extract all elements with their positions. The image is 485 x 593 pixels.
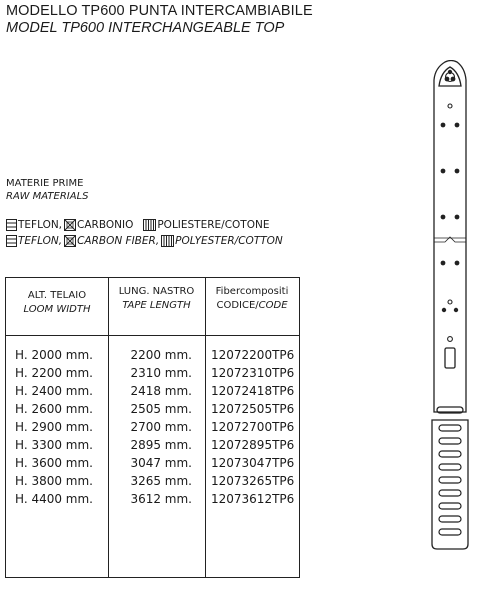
table-column-divider — [205, 278, 206, 577]
legend-carbon-label: CARBON FIBER, — [77, 234, 160, 247]
code-cell: 12072418TP6 — [211, 384, 295, 398]
polyester-swatch-icon — [161, 235, 174, 247]
loom-width-cell: H. 2900 mm. — [15, 420, 93, 434]
table-column-divider — [108, 278, 109, 577]
header-code-label-prefix: CODICE/ — [216, 300, 259, 311]
loom-width-cell: H. 3800 mm. — [15, 474, 93, 488]
loom-width-cell: H. 2200 mm. — [15, 366, 93, 380]
code-cell: 12072200TP6 — [211, 348, 295, 362]
rivet-holes — [441, 70, 460, 312]
materials-legend-italian — [6, 218, 269, 231]
bottom-slots — [439, 425, 461, 535]
header-loom-width — [6, 289, 108, 317]
carbon-swatch-icon — [64, 219, 76, 231]
materials-legend-english — [6, 234, 283, 247]
teflon-swatch-icon — [6, 235, 17, 247]
header-loom-width-english: LOOM WIDTH — [23, 304, 91, 315]
tape-length-cell: 2310 mm. — [130, 366, 192, 380]
legend-polyester-label: POLIESTERE/COTONE — [157, 218, 270, 231]
tape-length-cell: 2505 mm. — [130, 402, 192, 416]
tape-length-cell: 3612 mm. — [130, 492, 192, 506]
header-code — [205, 285, 299, 313]
code-cell: 12072895TP6 — [211, 438, 295, 452]
carbon-swatch-icon — [64, 235, 76, 247]
tape-top-outline — [434, 61, 466, 413]
header-loom-width-italian: ALT. TELAIO — [27, 290, 87, 301]
title-italian: MODELLO TP600 PUNTA INTERCAMBIABILE — [6, 3, 313, 19]
table-header-divider — [6, 335, 299, 336]
loom-width-cell: H. 3300 mm. — [15, 438, 93, 452]
header-code-brand: Fibercompositi — [215, 286, 289, 297]
code-cell: 12072505TP6 — [211, 402, 295, 416]
code-cell: 12073265TP6 — [211, 474, 295, 488]
title-english: MODEL TP600 INTERCHANGEABLE TOP — [6, 20, 285, 36]
code-cell: 12072700TP6 — [211, 420, 295, 434]
loom-width-cell: H. 2400 mm. — [15, 384, 93, 398]
loom-width-cell: H. 2000 mm. — [15, 348, 93, 362]
materials-heading-italian: MATERIE PRIME — [6, 178, 84, 189]
tape-length-cell: 3047 mm. — [130, 456, 192, 470]
tape-length-cell: 2700 mm. — [130, 420, 192, 434]
size-code-table — [5, 277, 300, 578]
tape-slot — [445, 348, 455, 368]
tape-length-cell: 2895 mm. — [130, 438, 192, 452]
legend-carbon-label: CARBONIO — [77, 218, 134, 231]
polyester-swatch-icon — [143, 219, 156, 231]
header-tape-length — [108, 285, 205, 313]
legend-teflon-label: TEFLON, — [18, 234, 63, 247]
loom-width-cell: H. 4400 mm. — [15, 492, 93, 506]
loom-width-cell: H. 2600 mm. — [15, 402, 93, 416]
code-cell: 12072310TP6 — [211, 366, 295, 380]
tape-length-cell: 3265 mm. — [130, 474, 192, 488]
tape-length-cell: 2418 mm. — [130, 384, 192, 398]
legend-teflon-label: TEFLON, — [18, 218, 63, 231]
header-tape-length-italian: LUNG. NASTRO — [118, 286, 195, 297]
header-tape-length-english: TAPE LENGTH — [122, 300, 191, 311]
header-code-label — [205, 299, 299, 313]
code-cell: 12073612TP6 — [211, 492, 295, 506]
tape-length-cell: 2200 mm. — [130, 348, 192, 362]
header-code-label-suffix: CODE — [258, 300, 288, 311]
teflon-swatch-icon — [6, 219, 17, 231]
legend-polyester-label: POLYESTER/COTTON — [175, 234, 283, 247]
code-cell: 12073047TP6 — [211, 456, 295, 470]
tape-bottom-segment — [432, 420, 468, 549]
tape-top-drawing — [425, 60, 475, 555]
materials-heading-english: RAW MATERIALS — [6, 191, 89, 202]
loom-width-cell: H. 3600 mm. — [15, 456, 93, 470]
